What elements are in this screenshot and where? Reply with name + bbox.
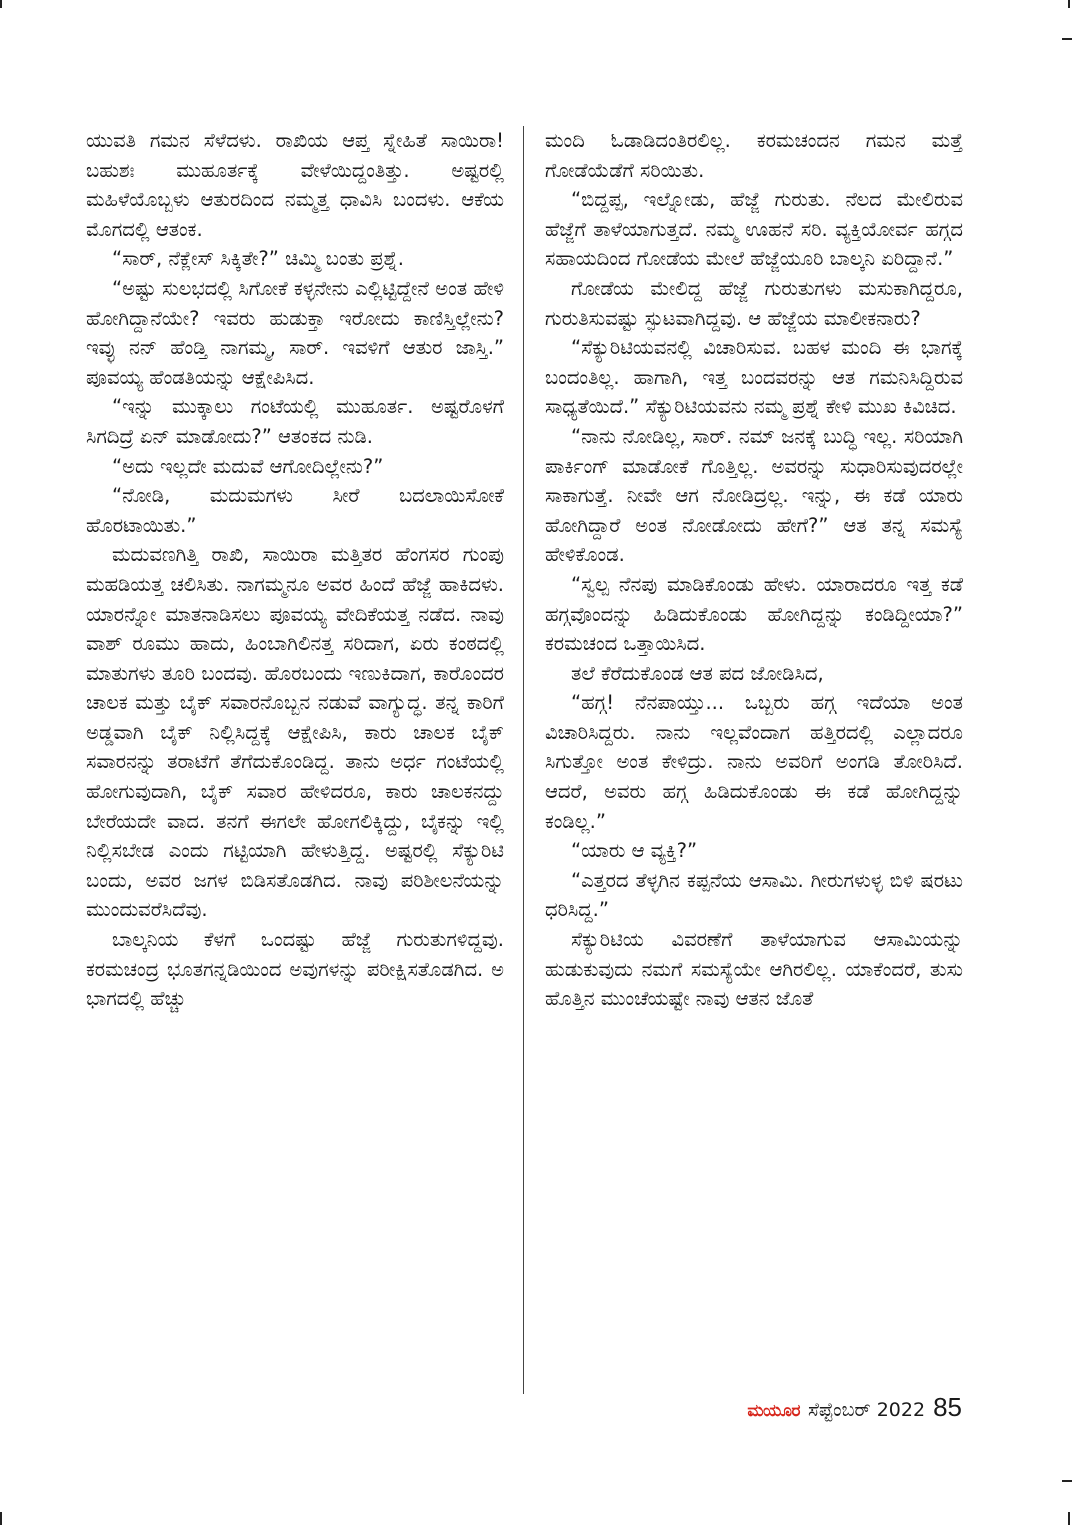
paragraph: ಗೋಡೆಯ ಮೇಲಿದ್ದ ಹೆಜ್ಜೆ ಗುರುತುಗಳು ಮಸುಕಾಗಿದ್ದರೂ, ಗುರುತಿಸುವಷ್ಟು ಸ್ಫುಟವಾಗಿದ್ದವು. ಆ ಹೆಜ್ಜೆಯ ಮಾಲೀಕನಾರು? (545, 276, 963, 330)
paragraph: “ಬಿದ್ದಪ್ಪ, ಇಲ್ನೋಡು, ಹೆಜ್ಜೆ ಗುರುತು. ನೆಲದ ಮೇಲಿರುವ ಹೆಜ್ಜೆಗೆ ತಾಳೆಯಾಗುತ್ತದೆ. ನಮ್ಮ ಊಹನೆ ಸರಿ. ವ್ಯಕ್ತಿಯೋರ್ವ ಹಗ್ಗದ ಸಹಾಯದಿಂದ ಗೋಡೆಯ ಮೇಲೆ ಹೆಜ್ಜೆಯೂರಿ ಬಾಲ್ಕನಿ ಏರಿದ್ದಾನೆ.” (545, 188, 963, 271)
paragraph: ಸೆಕ್ಯುರಿಟಿಯ ವಿವರಣೆಗೆ ತಾಳೆಯಾಗುವ ಆಸಾಮಿಯನ್ನು ಹುಡುಕುವುದು ನಮಗೆ ಸಮಸ್ಯೆಯೇ ಆಗಿರಲಿಲ್ಲ. ಯಾಕೆಂದರೆ, ತುಸು ಹೊತ್ತಿನ ಮುಂಚೆಯಷ್ಟೇ ನಾವು ಆತನ ಜೊತೆ (545, 928, 963, 1011)
crop-mark (0, 0, 2, 8)
paragraph: “ಸೆಕ್ಯುರಿಟಿಯವನಲ್ಲಿ ವಿಚಾರಿಸುವ. ಬಹಳ ಮಂದಿ ಈ ಭಾಗಕ್ಕೆ ಬಂದಂತಿಲ್ಲ. ಹಾಗಾಗಿ, ಇತ್ತ ಬಂದವರನ್ನು ಆತ ಗಮನಿಸಿದ್ದಿರುವ ಸಾಧ್ಯತೆಯಿದೆ.” ಸೆಕ್ಯುರಿಟಿಯವನು ನಮ್ಮ ಪ್ರಶ್ನೆ ಕೇಳಿ ಮುಖ ಕಿವಿಚಿದ. (545, 336, 963, 419)
paragraph: ತಲೆ ಕೆರೆದುಕೊಂಡ ಆತ ಪದ ಜೋಡಿಸಿದ, (571, 661, 824, 685)
paragraph: ಬಾಲ್ಕನಿಯ ಕೆಳಗೆ ಒಂದಷ್ಟು ಹೆಜ್ಜೆ ಗುರುತುಗಳಿದ್ದವು. ಕರಮಚಂದ್ರ ಭೂತಗನ್ನಡಿಯಿಂದ ಅವುಗಳನ್ನು ಪರೀಕ್ಷಿಸತೊಡಗಿದ. ಅ ಭಾಗದಲ್ಲಿ ಹೆಚ್ಚು (86, 928, 504, 1011)
paragraph: “ನೋಡಿ, ಮದುಮಗಳು ಸೀರೆ ಬದಲಾಯಿಸೋಕೆ ಹೊರಟಾಯಿತು.” (86, 484, 504, 537)
paragraph: “ಎತ್ತರದ ತೆಳ್ಳಗಿನ ಕಪ್ಪನೆಯ ಆಸಾಮಿ. ಗೀರುಗಳುಳ್ಳ ಬಿಳಿ ಷರಟು ಧರಿಸಿದ್ದ.” (545, 868, 963, 922)
crop-mark (0, 1512, 2, 1525)
paragraph: ಮಂದಿ ಓಡಾಡಿದಂತಿರಲಿಲ್ಲ. ಕರಮಚಂದನ ಗಮನ ಮತ್ತೆ ಗೋಡೆಯೆಡೆಗೆ ಸರಿಯಿತು. (545, 129, 963, 182)
paragraph: ಮದುವಣಗಿತ್ತಿ ರಾಖಿ, ಸಾಯಿರಾ ಮತ್ತಿತರ ಹೆಂಗಸರ ಗುಂಪು ಮಹಡಿಯತ್ತ ಚಲಿಸಿತು. ನಾಗಮ್ಮನೂ ಅವರ ಹಿಂದೆ ಹೆಜ್ಜೆ ಹಾಕಿದಳು. ಯಾರನ್ನೋ ಮಾತನಾಡಿಸಲು ಪೂವಯ್ಯ ವೇದಿಕೆಯತ್ತ ನಡೆದ. ನಾವು ವಾಶ್ ರೂಮು ಹಾದು, ಹಿಂಬಾಗಿಲಿನತ್ತ ಸರಿದಾಗ, ಏರು ಕಂಠದಲ್ಲಿ ಮಾತುಗಳು ತೂರಿ ಬಂದವು. ಹೊರಬಂದು ಇಣುಕಿದಾಗ, ಕಾರೊಂದರ ಚಾಲಕ ಮತ್ತು ಬೈಕ್ ಸವಾರನೊಬ್ಬನ ನಡುವೆ ವಾಗ್ಯುದ್ಧ. ತನ್ನ ಕಾರಿಗೆ ಅಡ್ಡವಾಗಿ ಬೈಕ್ ನಿಲ್ಲಿಸಿದ್ದಕ್ಕೆ ಆಕ್ಷೇಪಿಸಿ, ಕಾರು ಚಾಲಕ ಬೈಕ್ ಸವಾರನನ್ನು ತರಾಟೆಗೆ ತೆಗೆದುಕೊಂಡಿದ್ದ. ತಾನು ಅರ್ಧ ಗಂಟೆಯಲ್ಲಿ ಹೋಗುವುದಾಗಿ, ಬೈಕ್ ಸವಾರ ಹೇಳಿದರೂ, ಕಾರು ಚಾಲಕನದ್ದು ಬೇರೆಯದೇ ವಾದ. ತನಗೆ ಈಗಲೇ ಹೋಗಲಿಕ್ಕಿದ್ದು, ಬೈಕನ್ನು ಇಲ್ಲಿ ನಿಲ್ಲಿಸಬೇಡ ಎಂದು ಗಟ್ಟಿಯಾಗಿ ಹೇಳುತ್ತಿದ್ದ. ಅಷ್ಟರಲ್ಲಿ ಸೆಕ್ಯುರಿಟಿ ಬಂದು, ಅವರ ಜಗಳ ಬಿಡಿಸತೊಡಗಿದ. ನಾವು ಪರಿಶೀಲನೆಯನ್ನು ಮುಂದುವರೆಸಿದೆವು. (86, 543, 504, 922)
crop-mark (1068, 0, 1070, 8)
paragraph: “ನಾನು ನೋಡಿಲ್ಲ, ಸಾರ್. ನಮ್ ಜನಕ್ಕೆ ಬುದ್ಧಿ ಇಲ್ಲ. ಸರಿಯಾಗಿ ಪಾರ್ಕಿಂಗ್ ಮಾಡೋಕೆ ಗೊತ್ತಿಲ್ಲ. ಅವರನ್ನು ಸುಧಾರಿಸುವುದರಲ್ಲೇ ಸಾಕಾಗುತ್ತೆ. ನೀವೇ ಆಗ ನೋಡಿದ್ರಲ್ಲ. ಇನ್ನು, ಈ ಕಡೆ ಯಾರು ಹೋಗಿದ್ದಾರೆ ಅಂತ ನೋಡೋದು ಹೇಗೆ?” ಆತ ತನ್ನ ಸಮಸ್ಯೆ ಹೇಳಿಕೊಂಡ. (545, 424, 963, 567)
crop-mark (1068, 1512, 1070, 1525)
crop-mark (1062, 1480, 1072, 1482)
crop-mark (1062, 38, 1072, 40)
page-number: 85 (933, 1392, 962, 1422)
paragraph: “ಹಗ್ಗ! ನೆನಪಾಯ್ತು... ಒಬ್ಬರು ಹಗ್ಗ ಇದೆಯಾ ಅಂತ ವಿಚಾರಿಸಿದ್ದರು. ನಾನು ಇಲ್ಲವೆಂದಾಗ ಹತ್ತಿರದಲ್ಲಿ ಎಲ್ಲಾದರೂ ಸಿಗುತ್ತೋ ಅಂತ ಕೇಳಿದ್ರು. ನಾನು ಅವರಿಗೆ ಅಂಗಡಿ ತೋರಿಸಿದೆ. ಆದರೆ, ಅವರು ಹಗ್ಗ ಹಿಡಿದುಕೊಂಡು ಈ ಕಡೆ ಹೋಗಿದ್ದನ್ನು ಕಂಡಿಲ್ಲ.” (545, 691, 963, 833)
right-column (545, 126, 963, 1014)
page-footer (747, 1392, 962, 1432)
paragraph: ಯುವತಿ ಗಮನ ಸೆಳೆದಳು. ರಾಖಿಯ ಆಪ್ತ ಸ್ನೇಹಿತೆ ಸಾಯಿರಾ! ಬಹುಶಃ ಮುಹೂರ್ತಕ್ಕೆ ವೇಳೆಯಿದ್ದಂತಿತ್ತು. ಅಷ್ಟರಲ್ಲಿ ಮಹಿಳೆಯೊಬ್ಬಳು ಆತುರದಿಂದ ನಮ್ಮತ್ತ ಧಾವಿಸಿ ಬಂದಳು. ಆಕೆಯ ಮೊಗದಲ್ಲಿ ಆತಂಕ. (86, 129, 504, 241)
paragraph: “ಸಾರ್, ನೆಕ್ಲೇಸ್ ಸಿಕ್ಕಿತೇ?” ಚಿಮ್ಮಿ ಬಂತು ಪ್ರಶ್ನೆ. (112, 247, 404, 271)
column-divider (523, 126, 524, 1394)
issue-date: ಸೆಪ್ಟೆಂಬರ್ 2022 (808, 1399, 926, 1421)
left-column (86, 126, 504, 1014)
paragraph: “ಸ್ವಲ್ಪ ನೆನಪು ಮಾಡಿಕೊಂಡು ಹೇಳು. ಯಾರಾದರೂ ಇತ್ತ ಕಡೆ ಹಗ್ಗವೊಂದನ್ನು ಹಿಡಿದುಕೊಂಡು ಹೋಗಿದ್ದನ್ನು ಕಂಡಿದ್ದೀಯಾ?” ಕರಮಚಂದ ಒತ್ತಾಯಿಸಿದ. (545, 572, 963, 656)
paragraph: “ಅಷ್ಟು ಸುಲಭದಲ್ಲಿ ಸಿಗೋಕೆ ಕಳ್ಳನೇನು ಎಲ್ಲಿಟ್ಟಿದ್ದೇನೆ ಅಂತ ಹೇಳಿ ಹೋಗಿದ್ದಾನೆಯೇ? ಇವರು ಹುಡುಕ್ತಾ ಇರೋದು ಕಾಣಿಸ್ತಿಲ್ಲೇನು? ಇವ್ಳು ನನ್ ಹೆಂಡ್ತಿ ನಾಗಮ್ಮ, ಸಾರ್. ಇವಳಿಗೆ ಆತುರ ಜಾಸ್ತಿ.” ಪೂವಯ್ಯ ಹೆಂಡತಿಯನ್ನು ಆಕ್ಷೇಪಿಸಿದ. (86, 276, 504, 389)
paragraph: “ಅದು ಇಲ್ಲದೇ ಮದುವೆ ಆಗೋದಿಲ್ಲೇನು?” (112, 454, 384, 478)
magazine-logo: ಮಯೂರ (747, 1401, 801, 1421)
paragraph: “ಇನ್ನು ಮುಕ್ಕಾಲು ಗಂಟೆಯಲ್ಲಿ ಮುಹೂರ್ತ. ಅಷ್ಟರೊಳಗೆ ಸಿಗದಿದ್ರೆ ಏನ್ ಮಾಡೋದು?” ಆತಂಕದ ನುಡಿ. (86, 395, 504, 448)
paragraph: “ಯಾರು ಆ ವ್ಯಕ್ತಿ?” (571, 839, 698, 863)
